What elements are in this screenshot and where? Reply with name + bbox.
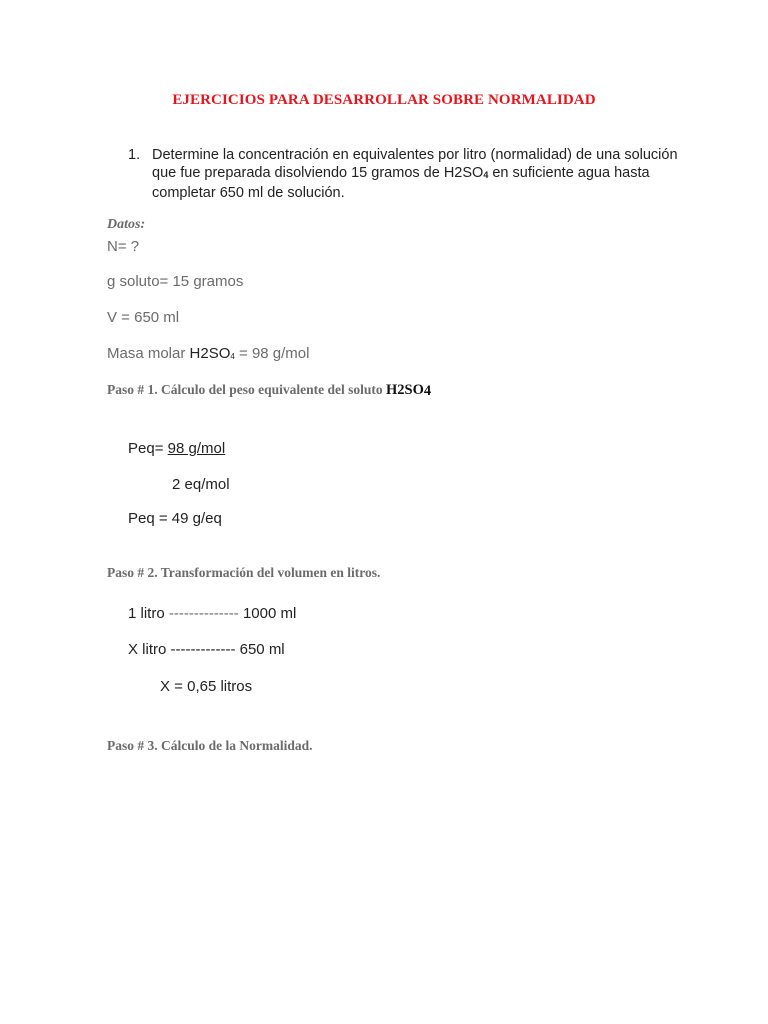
conversion-row-2-dashes: -------------: [170, 641, 236, 658]
datos-masa-value: = 98 g/mol: [234, 345, 310, 362]
conversion-row-1-right: 1000 ml: [238, 605, 297, 622]
exercise-line-3: completar 650 ml de solución.: [152, 185, 345, 201]
datos-masa-subscript: 4: [230, 352, 235, 361]
paso-1-formula: H2SO: [386, 382, 424, 398]
exercise-line-2-start: que fue preparada disolviendo 15 gramos de H2SO: [152, 165, 484, 181]
paso-1-label: Paso # 1. Cálculo del peso equivalente del soluto: [107, 382, 387, 397]
peq-label: Peq=: [128, 440, 168, 457]
conversion-row-2-left: X litro: [128, 641, 171, 658]
datos-n: N= ?: [107, 238, 140, 255]
exercise-line-2: [152, 164, 688, 184]
conversion-row-2-right: 650 ml: [235, 641, 285, 658]
peq-fraction: [128, 440, 225, 457]
datos-masa-formula: H2SO: [189, 345, 231, 362]
conversion-row-1-left: 1 litro: [128, 605, 169, 622]
exercise-line-1: Determine la concentración en equivalentes por litro (normalidad) de una solución: [152, 147, 678, 163]
exercise-number: 1.: [128, 147, 141, 163]
datos-volumen: V = 650 ml: [107, 309, 180, 326]
conversion-row-1-dashes: --------------: [168, 605, 239, 622]
exercise-1: [128, 146, 688, 202]
datos-masa-prefix: Masa molar: [107, 345, 190, 362]
paso-3-heading: Paso # 3. Cálculo de la Normalidad.: [107, 738, 313, 753]
paso-1-heading: [107, 382, 431, 400]
paso-1-subscript: 4: [423, 383, 432, 399]
peq-result: Peq = 49 g/eq: [128, 510, 222, 527]
peq-denominator: 2 eq/mol: [172, 476, 230, 493]
datos-masa-molar: [107, 345, 309, 362]
paso-2-heading: Paso # 2. Transformación del volumen en litros.: [107, 565, 381, 580]
datos-soluto: g soluto= 15 gramos: [107, 273, 244, 290]
page-title: EJERCICIOS PARA DESARROLLAR SOBRE NORMALIDAD: [172, 92, 596, 108]
peq-numerator: 98 g/mol: [167, 440, 226, 457]
datos-label: Datos:: [107, 217, 146, 232]
conversion-row-2: [128, 641, 285, 658]
exercise-formula-subscript: 4: [483, 170, 489, 180]
exercise-line-2-end: en suficiente agua hasta: [488, 165, 650, 181]
exercise-text: [152, 146, 688, 202]
conversion-row-1: [128, 605, 296, 622]
conversion-result: X = 0,65 litros: [160, 678, 253, 695]
